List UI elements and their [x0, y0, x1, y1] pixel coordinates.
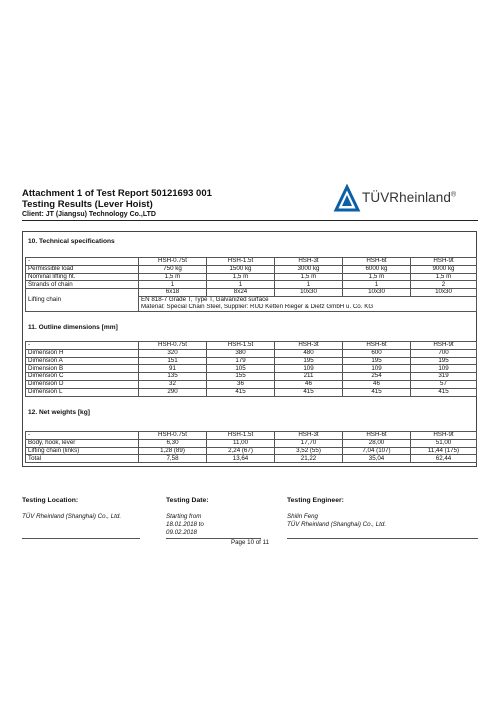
- testing-date-line-1: Starting from: [166, 513, 202, 520]
- table-cell: 3000 kg: [275, 265, 343, 273]
- table-cell: 1500 kg: [207, 265, 275, 273]
- table-cell: 11,44 (175): [411, 447, 477, 455]
- table-row: [26, 365, 477, 373]
- table-cell: 9000 kg: [411, 265, 477, 273]
- table-cell: HSH-1.5t: [207, 432, 275, 440]
- report-subtitle: Testing Results (Lever Hoist): [22, 199, 153, 210]
- table-cell: HSH-0.75t: [139, 342, 207, 350]
- table-cell: 62,44: [411, 455, 477, 463]
- table-row: [26, 273, 477, 281]
- table-header-row: [26, 342, 477, 350]
- table-cell: HSH-3t: [275, 258, 343, 266]
- chain-material-note: Material: Special Chain Steel, Supplier: RUD Ketten Rieger & Dietz GmbH u. Co. KG: [139, 304, 477, 311]
- row-label: Total: [26, 455, 139, 463]
- testing-date-line-2: 18.01.2018 to: [166, 521, 204, 528]
- table-header-row: [26, 258, 477, 266]
- table-cell: 211: [275, 373, 343, 381]
- table-cell: 35,04: [343, 455, 411, 463]
- report-title: Attachment 1 of Test Report 50121693 001: [22, 188, 212, 199]
- logo-text: TÜVRheinland: [362, 190, 451, 205]
- table-cell: 155: [207, 373, 275, 381]
- table-row: [26, 265, 477, 273]
- testing-date-line-3: 09.02.2018: [166, 529, 197, 536]
- net-weights-table: [25, 431, 477, 463]
- table-cell: 179: [207, 357, 275, 365]
- table-cell: 1: [343, 281, 411, 289]
- table-cell: 195: [275, 357, 343, 365]
- table-cell: 415: [207, 388, 275, 396]
- table-cell: 10x30: [411, 289, 477, 297]
- table-cell: 11,00: [207, 439, 275, 447]
- table-row: [26, 447, 477, 455]
- client-line: Client: JT (Jiangsu) Technology Co.,LTD: [22, 211, 156, 218]
- row-label: Dimension C: [26, 373, 139, 381]
- table-row: [26, 281, 477, 289]
- logo-registered-mark: ®: [451, 191, 457, 199]
- table-cell: 195: [343, 357, 411, 365]
- table-cell: 380: [207, 349, 275, 357]
- table-cell: 415: [411, 388, 477, 396]
- testing-location-label: Testing Location:: [22, 497, 79, 504]
- row-label: Lifting chain (links): [26, 447, 139, 455]
- table-cell: HSH-9t: [411, 258, 477, 266]
- table-cell: 1,28 (89): [139, 447, 207, 455]
- table-cell: 195: [411, 357, 477, 365]
- table-cell: 1,5 m: [207, 273, 275, 281]
- table-cell: 105: [207, 365, 275, 373]
- table-cell: 109: [411, 365, 477, 373]
- header-rule: [22, 220, 478, 221]
- row-label: Dimension B: [26, 365, 139, 373]
- table-cell: 1,5 m: [343, 273, 411, 281]
- table-row: [26, 455, 477, 463]
- section-outline-dimensions: 11. Outline dimensions [mm]: [28, 324, 118, 331]
- report-header: [22, 188, 322, 219]
- table-cell: 91: [139, 365, 207, 373]
- row-label: Body, hook, lever: [26, 439, 139, 447]
- table-cell: HSH-6t: [343, 258, 411, 266]
- table-cell: 2,24 (67): [207, 447, 275, 455]
- row-label: -: [26, 258, 139, 266]
- table-cell: HSH-6t: [343, 432, 411, 440]
- table-cell: 480: [275, 349, 343, 357]
- table-cell: 8x24: [207, 289, 275, 297]
- table-cell: 28,00: [343, 439, 411, 447]
- testing-location-value: TÜV Rheinland (Shanghai) Co., Ltd.: [22, 513, 122, 520]
- table-cell: 6,30: [139, 439, 207, 447]
- table-row: [26, 349, 477, 357]
- table-cell: 10x30: [275, 289, 343, 297]
- testing-date-label: Testing Date:: [166, 497, 209, 504]
- table-cell: 1,5 m: [139, 273, 207, 281]
- row-label: Strands of chain: [26, 281, 139, 289]
- outline-dimensions-table: [25, 341, 477, 397]
- table-cell: 290: [139, 388, 207, 396]
- table-cell: 46: [343, 380, 411, 388]
- table-cell: 151: [139, 357, 207, 365]
- testing-engineer-name: Shilin Feng: [287, 513, 318, 520]
- table-header-row: [26, 432, 477, 440]
- table-cell: 13,64: [207, 455, 275, 463]
- table-cell: 320: [139, 349, 207, 357]
- row-label: Dimension L: [26, 388, 139, 396]
- row-label: Dimension A: [26, 357, 139, 365]
- table-cell: 3,52 (55): [275, 447, 343, 455]
- table-cell: 600: [343, 349, 411, 357]
- table-cell: 7,58: [139, 455, 207, 463]
- table-cell: HSH-0.75t: [139, 258, 207, 266]
- chain-standard-note: EN 818-7 Grade T, Type T, Galvanized surface: [139, 296, 477, 303]
- page-number: Page 10 of 11: [230, 539, 270, 546]
- table-cell: 319: [411, 373, 477, 381]
- table-cell: 1: [275, 281, 343, 289]
- table-row: [26, 373, 477, 381]
- table-cell: 1: [207, 281, 275, 289]
- table-cell: HSH-1.5t: [207, 258, 275, 266]
- table-cell: HSH-1.5t: [207, 342, 275, 350]
- testing-engineer-label: Testing Engineer:: [287, 497, 344, 504]
- table-cell: 1,5 m: [275, 273, 343, 281]
- table-cell: 254: [343, 373, 411, 381]
- table-cell: 109: [343, 365, 411, 373]
- table-cell: 109: [275, 365, 343, 373]
- table-cell: 415: [343, 388, 411, 396]
- table-cell: HSH-9t: [411, 342, 477, 350]
- table-cell: 415: [275, 388, 343, 396]
- row-label: Lifting chain: [26, 289, 139, 311]
- row-label: Dimension H: [26, 349, 139, 357]
- table-cell: 1,5 m: [411, 273, 477, 281]
- row-label: Nominal lifting ht.: [26, 273, 139, 281]
- table-cell: 700: [411, 349, 477, 357]
- table-cell: 1: [139, 281, 207, 289]
- lifting-chain-size-row: [26, 289, 477, 297]
- row-label: -: [26, 432, 139, 440]
- table-cell: 46: [275, 380, 343, 388]
- row-label: Permissible load: [26, 265, 139, 273]
- table-cell: HSH-3t: [275, 342, 343, 350]
- logo-wordmark: [362, 190, 456, 205]
- table-cell: HSH-0.75t: [139, 432, 207, 440]
- section-net-weights: 12. Net weights [kg]: [28, 409, 90, 416]
- table-cell: 2: [411, 281, 477, 289]
- table-cell: 51,00: [411, 439, 477, 447]
- table-cell: 57: [411, 380, 477, 388]
- table-cell: 17,70: [275, 439, 343, 447]
- table-cell: 6000 kg: [343, 265, 411, 273]
- table-row: [26, 388, 477, 396]
- testing-engineer-company: TÜV Rheinland (Shanghai) Co., Ltd.: [287, 521, 387, 528]
- table-row: [26, 357, 477, 365]
- table-cell: 135: [139, 373, 207, 381]
- table-cell: 750 kg: [139, 265, 207, 273]
- table-cell: 21,22: [275, 455, 343, 463]
- table-cell: 7,04 (107): [343, 447, 411, 455]
- table-cell: 6x18: [139, 289, 207, 297]
- row-label: Dimension D: [26, 380, 139, 388]
- table-row: [26, 439, 477, 447]
- table-row: [26, 380, 477, 388]
- table-cell: 36: [207, 380, 275, 388]
- row-label: -: [26, 342, 139, 350]
- table-cell: 10x30: [343, 289, 411, 297]
- section-technical-specifications: 10. Technical specifications: [28, 238, 115, 245]
- table-cell: HSH-9t: [411, 432, 477, 440]
- table-cell: 32: [139, 380, 207, 388]
- technical-specifications-table: [25, 257, 477, 312]
- table-cell: HSH-6t: [343, 342, 411, 350]
- table-cell: HSH-3t: [275, 432, 343, 440]
